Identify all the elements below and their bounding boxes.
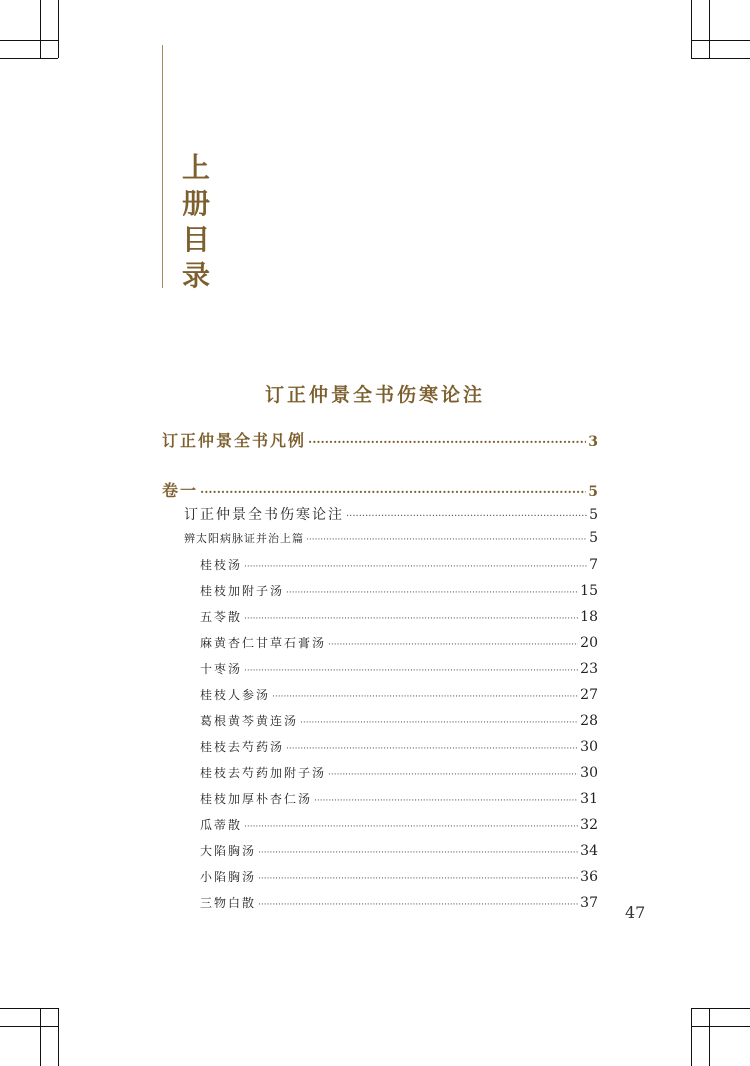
dot-leader	[328, 640, 578, 650]
toc-entry[interactable]	[200, 686, 598, 703]
toc-entry-page: 32	[580, 817, 598, 833]
toc-entry-label: 桂枝加厚朴杏仁汤	[200, 792, 313, 806]
dot-leader	[286, 588, 578, 598]
crop-mark	[40, 0, 41, 58]
dot-leader	[286, 744, 578, 754]
toc-entry[interactable]	[200, 894, 598, 911]
dot-leader	[244, 822, 578, 832]
toc-entry-page: 36	[580, 869, 598, 885]
dot-leader	[258, 900, 578, 910]
dot-leader	[308, 435, 586, 449]
toc-entry-page: 37	[580, 895, 598, 911]
toc-entry-label: 辨太阳病脉证并治上篇	[184, 532, 304, 545]
toc-entry-label: 十枣汤	[200, 662, 243, 676]
dot-leader	[200, 485, 586, 499]
toc-entry-page: 5	[589, 530, 598, 546]
dot-leader	[244, 666, 578, 676]
toc-entry-page: 18	[580, 609, 598, 625]
toc-entry-page: 3	[588, 434, 598, 450]
toc-entry-page: 5	[588, 484, 598, 500]
crop-mark	[691, 1008, 750, 1009]
toc-entry-page: 31	[580, 791, 598, 807]
toc-entry[interactable]	[200, 582, 598, 599]
toc-entry-label: 小陷胸汤	[200, 870, 257, 884]
toc-entry[interactable]	[200, 608, 598, 625]
toc-entry-page: 34	[580, 843, 598, 859]
side-rule	[162, 45, 163, 288]
toc-entry-label: 桂枝加附子汤	[200, 584, 285, 598]
toc-entry-page: 27	[580, 687, 598, 703]
dot-leader	[306, 535, 587, 545]
toc-entry-label: 订正仲景全书伤寒论注	[184, 507, 344, 523]
toc-entry-page: 30	[580, 739, 598, 755]
toc-entry-label: 桂枝去芍药汤	[200, 740, 285, 754]
toc-entry-page: 5	[589, 507, 598, 523]
toc-entry-label: 订正仲景全书凡例	[162, 431, 307, 450]
dot-leader	[258, 874, 578, 884]
crop-mark	[691, 40, 750, 41]
toc-entry-label: 卷一	[162, 481, 199, 500]
toc-entry-label: 桂枝人参汤	[200, 688, 271, 702]
crop-mark	[0, 1008, 58, 1009]
section-title-char: 目	[181, 223, 210, 256]
crop-mark	[0, 40, 58, 41]
crop-mark	[691, 58, 750, 59]
crop-mark	[691, 1008, 692, 1066]
toc-entry-label: 五苓散	[200, 610, 243, 624]
crop-mark	[691, 0, 692, 58]
dot-leader	[258, 848, 578, 858]
toc-entry-label: 桂枝汤	[200, 558, 243, 572]
toc-entry-label: 麻黄杏仁甘草石膏汤	[200, 636, 327, 650]
dot-leader	[244, 562, 587, 572]
crop-mark	[709, 0, 710, 58]
toc-entry[interactable]	[200, 556, 598, 573]
toc-entry-page: 20	[580, 635, 598, 651]
toc-entry-page: 30	[580, 765, 598, 781]
toc-entry[interactable]	[200, 868, 598, 885]
toc-entry[interactable]	[200, 790, 598, 807]
toc-entry-page: 28	[580, 713, 598, 729]
book-title: 订正仲景全书伤寒论注	[264, 384, 485, 406]
toc-entry-label: 瓜蒂散	[200, 818, 243, 832]
dot-leader	[272, 692, 578, 702]
toc-entry-page: 15	[580, 583, 598, 599]
toc-entry-page: 23	[580, 661, 598, 677]
toc-entry[interactable]	[200, 764, 598, 781]
toc-entry-label: 桂枝去芍药加附子汤	[200, 766, 327, 780]
toc-entry[interactable]	[200, 842, 598, 859]
toc-entry[interactable]	[200, 660, 598, 677]
dot-leader	[314, 796, 578, 806]
toc-entry[interactable]	[200, 712, 598, 729]
toc-entry[interactable]	[200, 816, 598, 833]
crop-mark	[0, 1026, 58, 1027]
crop-mark	[58, 0, 59, 58]
crop-mark	[40, 1008, 41, 1066]
crop-mark	[691, 1026, 750, 1027]
dot-leader	[244, 614, 578, 624]
crop-mark	[0, 58, 58, 59]
section-title-vertical	[178, 150, 214, 294]
toc-entry[interactable]	[162, 428, 598, 451]
toc-entry-label: 大陷胸汤	[200, 844, 257, 858]
crop-mark	[58, 1008, 59, 1066]
toc-entry[interactable]	[200, 634, 598, 651]
toc-entry[interactable]	[184, 530, 598, 546]
page-number: 47	[625, 903, 646, 922]
crop-mark	[709, 1008, 710, 1066]
toc-entry[interactable]	[162, 478, 598, 501]
dot-leader	[300, 718, 578, 728]
toc-entry[interactable]	[184, 504, 598, 524]
toc-entry[interactable]	[200, 738, 598, 755]
toc-entry-label: 三物白散	[200, 896, 257, 910]
toc-entry-label: 葛根黄芩黄连汤	[200, 714, 299, 728]
section-title-char: 上	[181, 151, 210, 184]
dot-leader	[328, 770, 578, 780]
section-title-char: 录	[181, 259, 210, 292]
section-title-char: 册	[181, 187, 210, 220]
toc-entry-page: 7	[589, 557, 598, 573]
dot-leader	[346, 511, 587, 522]
